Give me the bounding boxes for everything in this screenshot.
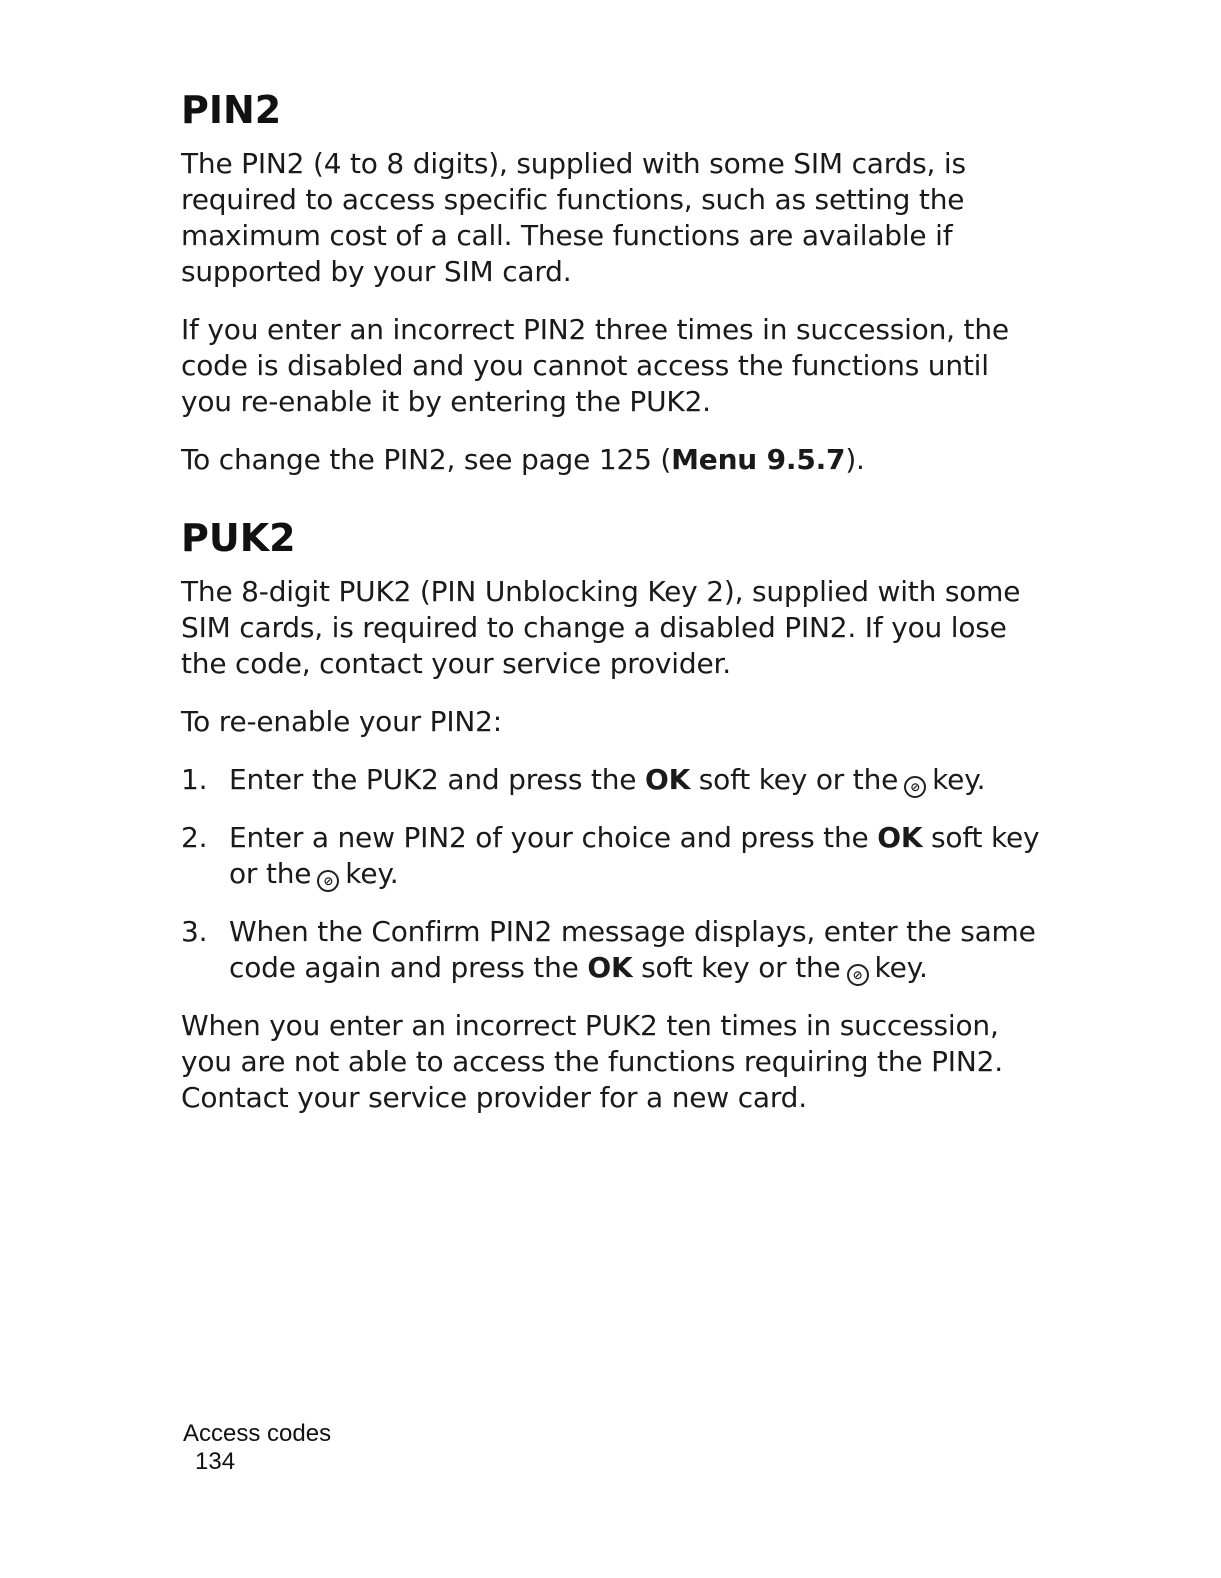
step-item: [181, 914, 1041, 986]
step-text-mid: soft key or the: [229, 820, 1040, 890]
step-text: [229, 820, 1041, 892]
ok-label: OK: [587, 950, 633, 984]
ok-label: OK: [644, 762, 691, 796]
page-content: [181, 90, 1041, 1138]
ok-key-icon: ⊘: [904, 776, 926, 798]
pin2-p3-close: ).: [845, 442, 865, 476]
step-text-post: key.: [932, 762, 986, 796]
step-text-mid: soft key or the: [632, 950, 841, 984]
step-text-pre: Enter a new PIN2 of your choice and press the: [229, 820, 878, 854]
step-text-post: key.: [345, 856, 399, 890]
step-text-mid: soft key or the: [690, 762, 899, 796]
ok-key-icon: ⊘: [847, 964, 869, 986]
pin2-heading: PIN2: [181, 88, 282, 132]
page-footer: [183, 1420, 331, 1476]
page-number: 134: [195, 1448, 236, 1475]
menu-reference: Menu 9.5.7: [671, 442, 846, 476]
step-text-pre: When the Confirm PIN2 message displays, enter the same code again and press the: [229, 914, 1036, 984]
pin2-paragraph-2: If you enter an incorrect PIN2 three times in succession, the code is disabled and you cannot access the functions until you re-enable it by entering the PUK2.: [181, 312, 1009, 418]
step-number: 1.: [181, 762, 208, 796]
step-number: 2.: [181, 820, 208, 854]
step-text-pre: Enter the PUK2 and press the: [229, 762, 645, 796]
re-enable-steps: [181, 762, 1041, 986]
pin2-paragraph-1: The PIN2 (4 to 8 digits), supplied with some SIM cards, is required to access specific functions, such as setting the maximum cost of a call. These functions are available if supported by your SIM card.: [181, 146, 966, 288]
puk2-paragraph-3: When you enter an incorrect PUK2 ten times in succession, you are not able to access the functions requiring the PIN2. Contact your service provider for a new card.: [181, 1008, 1003, 1114]
step-text: [229, 762, 1041, 798]
ok-key-icon: ⊘: [317, 870, 339, 892]
step-item: [181, 820, 1041, 892]
step-text: [229, 914, 1041, 986]
puk2-heading: PUK2: [181, 515, 296, 560]
puk2-paragraph-1: The 8-digit PUK2 (PIN Unblocking Key 2), supplied with some SIM cards, is required to change a disabled PIN2. If you lose the code, contact your service provider.: [181, 574, 1021, 680]
step-text-post: key.: [874, 950, 928, 984]
ok-label: OK: [877, 820, 923, 854]
puk2-paragraph-2: To re-enable your PIN2:: [181, 704, 503, 738]
footer-section-name: Access codes: [183, 1420, 332, 1447]
pin2-paragraph-3: [181, 442, 1041, 478]
step-number: 3.: [181, 914, 208, 948]
pin2-p3-text: To change the PIN2, see page 125 (: [181, 442, 672, 476]
step-item: [181, 762, 1041, 798]
